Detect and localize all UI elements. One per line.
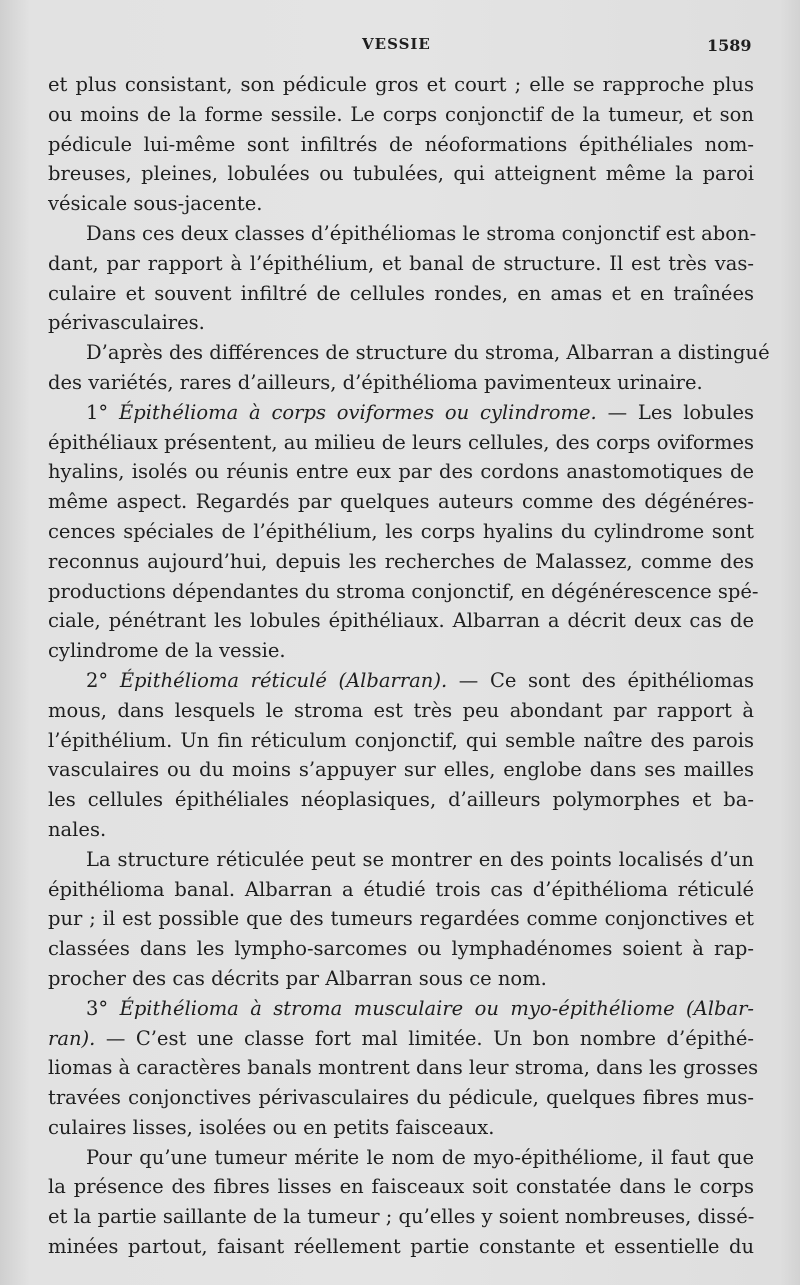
text-line: ciale, pénétrant les lobules épithéliaux. Albarran a décrit deux cas de — [48, 609, 754, 633]
section-title: Épithélioma à stroma musculaire ou myo-épithéliome (Albar- — [119, 996, 754, 1020]
text-line: ou moins de la forme sessile. Le corps conjonctif de la tumeur, et son — [48, 102, 754, 126]
text-line: travées conjonctives périvasculaires du pédicule, quelques fibres mus- — [48, 1086, 754, 1110]
text-line: l’épithélium. Un fin réticulum conjonctif, qui semble naître des parois — [48, 728, 754, 752]
section-title: Épithélioma à corps oviformes ou cylindrome. — [119, 400, 597, 424]
text-line: Dans ces deux classes d’épithéliomas le stroma conjonctif est abon- — [86, 221, 757, 245]
text-fragment: — C’est une classe fort mal limitée. Un bon nombre d’épithé- — [95, 1026, 754, 1050]
text-line: nales. — [48, 817, 107, 841]
text-line: liomas à caractères banals montrent dans leur stroma, dans les grosses — [48, 1056, 759, 1080]
text-line: pédicule lui-même sont infiltrés de néoformations épithéliales nom- — [48, 132, 754, 156]
page-header — [0, 33, 800, 57]
text-line: les cellules épithéliales néoplasiques, d’ailleurs polymorphes et ba- — [48, 788, 754, 812]
text-line: périvasculaires. — [48, 311, 205, 335]
section-number: 1° — [86, 400, 109, 424]
text-line: cences spéciales de l’épithélium, les corps hyalins du cylindrome sont — [48, 519, 754, 543]
section-number: 3° — [86, 996, 109, 1020]
page-number: 1589 — [707, 36, 752, 55]
section-title-continued: ran). — [48, 1026, 96, 1050]
text-line: épithélioma banal. Albarran a étudié trois cas d’épithélioma réticulé — [48, 877, 754, 901]
text-fragment: — Ce sont des épithéliomas — [447, 668, 755, 692]
text-line: et la partie saillante de la tumeur ; qu’elles y soient nombreuses, dissé- — [48, 1205, 755, 1229]
section-title: Épithélioma réticulé (Albarran). — [119, 668, 448, 692]
section-heading-line — [48, 398, 754, 428]
text-line: et plus consistant, son pédicule gros et court ; elle se rapproche plus — [48, 73, 754, 96]
text-line: reconnus aujourd’hui, depuis les recherches de Malassez, comme des — [48, 549, 754, 573]
text-line: minées partout, faisant réellement partie constante et essentielle du — [48, 1235, 754, 1259]
text-line: vésicale sous-jacente. — [48, 192, 263, 216]
text-line: des variétés, rares d’ailleurs, d’épithélioma pavimenteux urinaire. — [48, 370, 703, 394]
section-heading-line — [48, 666, 754, 696]
text-line: classées dans les lympho-sarcomes ou lymphadénomes soient à rap- — [48, 937, 754, 961]
section-number: 2° — [86, 668, 109, 692]
text-line: dant, par rapport à l’épithélium, et banal de structure. Il est très vas- — [48, 251, 754, 275]
text-line: hyalins, isolés ou réunis entre eux par des cordons anastomotiques de — [48, 460, 754, 484]
text-fragment: — Les lobules — [596, 400, 754, 424]
text-line: Pour qu’une tumeur mérite le nom de myo-épithéliome, il faut que — [86, 1145, 754, 1169]
text-line: pur ; il est possible que des tumeurs regardées comme conjonctives et — [48, 907, 754, 931]
text-line — [48, 1024, 754, 1054]
text-line: breuses, pleines, lobulées ou tubulées, qui atteignent même la paroi — [48, 162, 754, 186]
text-line: culaire et souvent infiltré de cellules rondes, en amas et en traînées — [48, 281, 754, 305]
text-line: même aspect. Regardés par quelques auteurs comme des dégénéres- — [48, 490, 754, 514]
section-heading-line — [48, 994, 754, 1024]
text-line: productions dépendantes du stroma conjonctif, en dégénérescence spé- — [48, 579, 759, 603]
text-line: la présence des fibres lisses en faisceaux soit constatée dans le corps — [48, 1175, 754, 1199]
text-line: mous, dans lesquels le stroma est très peu abondant par rapport à — [48, 698, 754, 722]
text-line: épithéliaux présentent, au milieu de leurs cellules, des corps oviformes — [48, 430, 754, 454]
running-title: VESSIE — [362, 35, 431, 53]
text-line: D’après des différences de structure du stroma, Albarran a distingué — [86, 341, 770, 365]
text-line: cylindrome de la vessie. — [48, 639, 286, 663]
text-line: vasculaires ou du moins s’appuyer sur elles, englobe dans ses mailles — [48, 758, 754, 782]
text-line: procher des cas décrits par Albarran sous ce nom. — [48, 966, 547, 990]
text-line: culaires lisses, isolées ou en petits faisceaux. — [48, 1115, 495, 1139]
body-text — [48, 70, 770, 1262]
text-line: La structure réticulée peut se montrer en des points localisés d’un — [86, 847, 754, 871]
